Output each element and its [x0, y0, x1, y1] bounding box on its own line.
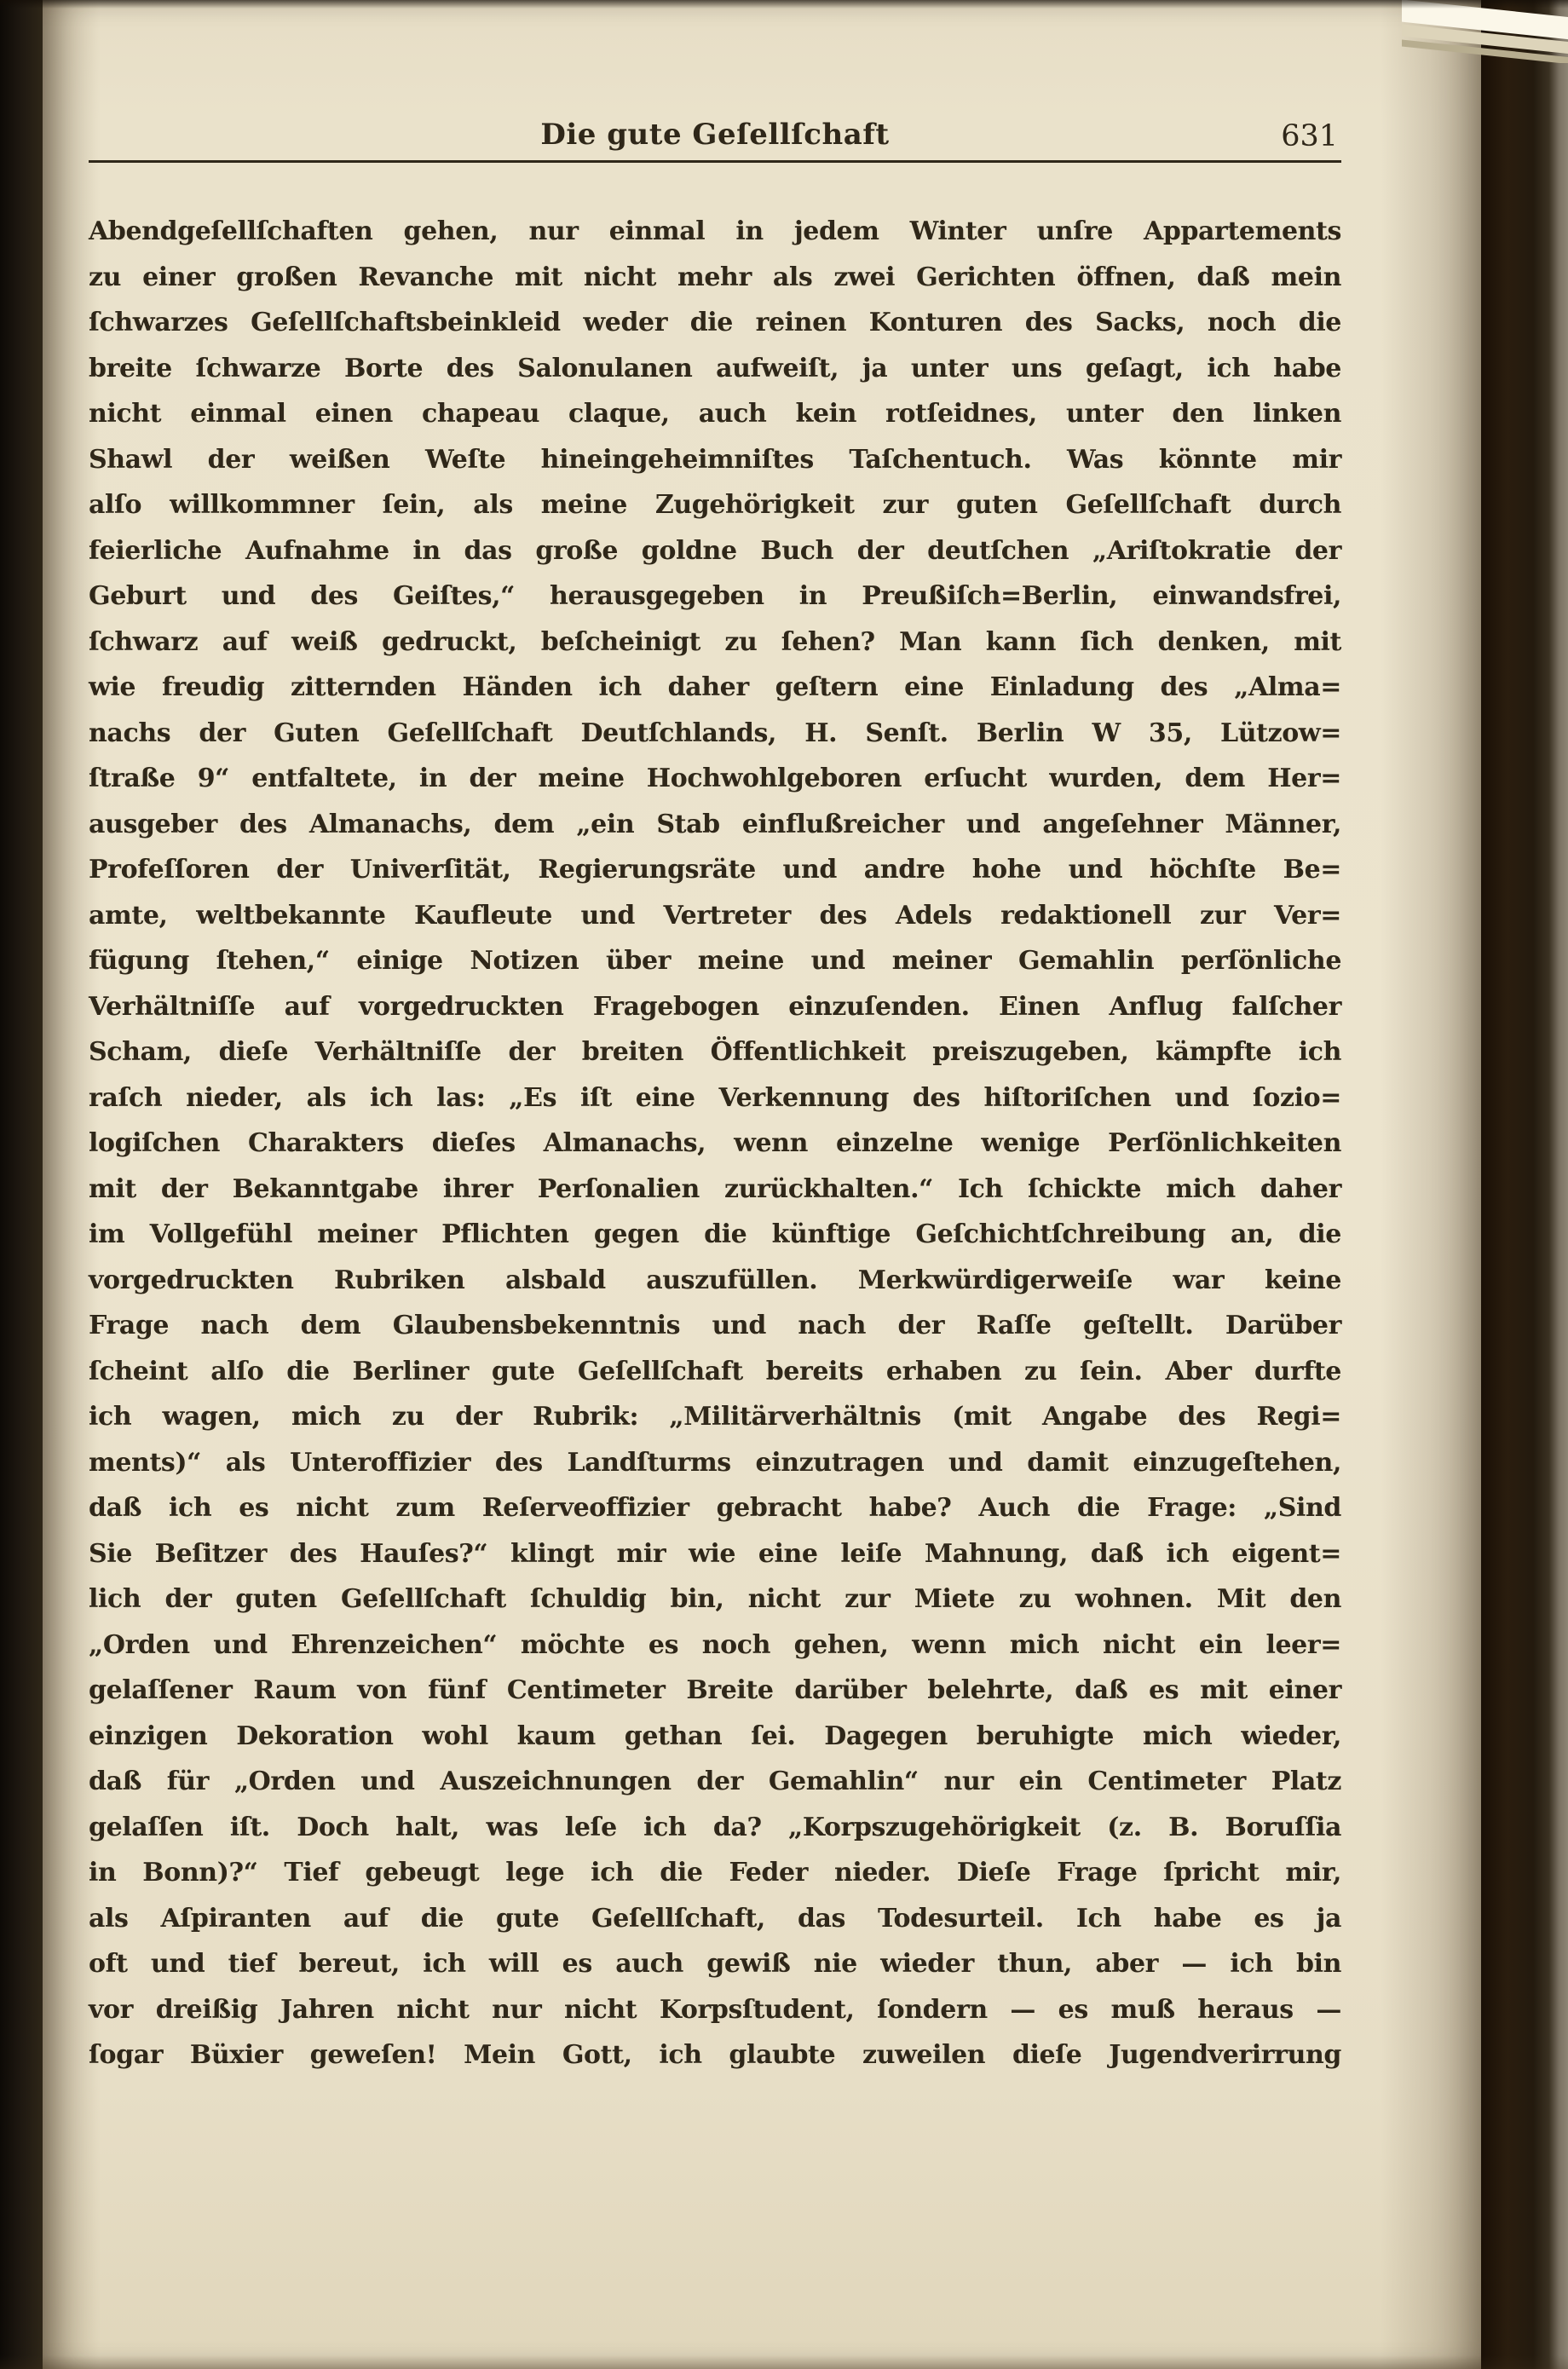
- running-header: [89, 118, 1341, 159]
- text-line: ſchwarzes Geſellſchaftsbeinkleid weder die reinen Konturen des Sacks, noch die: [89, 308, 1341, 337]
- text-line: breite ſchwarze Borte des Salonulanen aufweiſt, ja unter uns geſagt, ich habe: [89, 353, 1341, 383]
- text-line: ſtraße 9“ entfaltete, in der meine Hochwohlgeboren erſucht wurden, dem Her=: [89, 764, 1341, 793]
- text-line: alſo willkommner ſein, als meine Zugehörigkeit zur guten Geſellſchaft durch: [89, 490, 1341, 520]
- text-line: fügung ſtehen,“ einige Notizen über meine und meiner Gemahlin perſönliche: [89, 946, 1341, 976]
- book-left-edge: [0, 0, 43, 2369]
- text-line: wie freudig zitternden Händen ich daher geſtern eine Einladung des „Alma=: [89, 672, 1341, 702]
- page-content: [89, 0, 1341, 2078]
- text-line: im Vollgefühl meiner Pflichten gegen die künftige Geſchichtſchreibung an, die: [89, 1219, 1341, 1249]
- text-line: raſch nieder, als ich las: „Es iſt eine Verkennung des hiſtoriſchen und ſozio=: [89, 1082, 1341, 1113]
- text-line: gelaſſen iſt. Doch halt, was leſe ich da? „Korpszugehörigkeit (z. B. Boruſſia: [89, 1812, 1341, 1842]
- text-line: Verhältniſſe auf vorgedruckten Fragebogen einzuſenden. Einen Anflug falſcher: [89, 991, 1341, 1022]
- text-line: mit der Bekanntgabe ihrer Perſonalien zurückhalten.“ Ich ſchickte mich daher: [89, 1173, 1341, 1204]
- text-line: ſchwarz auf weiß gedruckt, beſcheinigt zu ſehen? Man kann ſich denken, mit: [89, 626, 1341, 657]
- text-line: einzigen Dekoration wohl kaum gethan ſei. Dagegen beruhigte mich wieder,: [89, 1721, 1341, 1751]
- text-line: als Aſpiranten auf die gute Geſellſchaft, das Todesurteil. Ich habe es ja: [89, 1903, 1341, 1934]
- text-line: „Orden und Ehrenzeichen“ möchte es noch gehen, wenn mich nicht ein leer=: [89, 1629, 1341, 1660]
- text-line: vor dreißig Jahren nicht nur nicht Korpsſtudent, ſondern — es muß heraus —: [89, 1994, 1341, 2025]
- text-line: Profeſſoren der Univerſität, Regierungsräte und andre hohe und höchſte Be=: [89, 855, 1341, 885]
- header-rule: [89, 160, 1341, 163]
- text-line: Frage nach dem Glaubensbekenntnis und nach der Raſſe geſtellt. Darüber: [89, 1311, 1341, 1340]
- text-line: zu einer großen Revanche mit nicht mehr als zwei Gerichten öffnen, daß mein: [89, 262, 1341, 292]
- scanned-page-paper: [43, 0, 1481, 2369]
- body-text: [89, 209, 1341, 2078]
- text-line: ſcheint alſo die Berliner gute Geſellſchaft bereits erhaben zu ſein. Aber durfte: [89, 1356, 1341, 1386]
- text-line: Scham, dieſe Verhältniſſe der breiten Öffentlichkeit preiszugeben, kämpfte ich: [89, 1037, 1341, 1067]
- text-line: Sie Beſitzer des Hauſes?“ klingt mir wie eine leiſe Mahnung, daß ich eigent=: [89, 1538, 1341, 1569]
- text-line: ausgeber des Almanachs, dem „ein Stab einflußreicher und angeſehner Männer,: [89, 809, 1341, 839]
- text-line: lich der guten Geſellſchaft ſchuldig bin, nicht zur Miete zu wohnen. Mit den: [89, 1584, 1341, 1614]
- text-line: vorgedruckten Rubriken alsbald auszufüllen. Merkwürdigerweiſe war keine: [89, 1265, 1341, 1295]
- text-line: daß ich es nicht zum Reſerveoffizier gebracht habe? Auch die Frage: „Sind: [89, 1493, 1341, 1523]
- text-line: ments)“ als Unteroffizier des Landſturms einzutragen und damit einzugeſtehen,: [89, 1447, 1341, 1478]
- page-number: 631: [1281, 119, 1338, 153]
- running-title: Die gute Geſellſchaft: [540, 118, 890, 152]
- text-line: amte, weltbekannte Kaufleute und Vertreter des Adels redaktionell zur Ver=: [89, 900, 1341, 931]
- text-line: in Bonn)?“ Tief gebeugt lege ich die Feder nieder. Dieſe Frage ſpricht mir,: [89, 1858, 1341, 1888]
- text-line: daß für „Orden und Auszeichnungen der Gemahlin“ nur ein Centimeter Platz: [89, 1767, 1341, 1796]
- text-line: Shawl der weißen Weſte hineingeheimniſtes Taſchentuch. Was könnte mir: [89, 444, 1341, 475]
- text-line: gelaſſener Raum von fünf Centimeter Breite darüber belehrte, daß es mit einer: [89, 1675, 1341, 1705]
- text-line: nachs der Guten Geſellſchaft Deutſchlands, H. Senſt. Berlin W 35, Lützow=: [89, 718, 1341, 748]
- text-line: logiſchen Charakters dieſes Almanachs, wenn einzelne wenige Perſönlichkeiten: [89, 1128, 1341, 1158]
- text-line: Abendgeſellſchaften gehen, nur einmal in jedem Winter unſre Appartements: [89, 216, 1341, 246]
- text-line: ich wagen, mich zu der Rubrik: „Militärverhältnis (mit Angabe des Regi=: [89, 1402, 1341, 1432]
- text-line: oft und tief bereut, ich will es auch gewiß nie wieder thun, aber — ich bin: [89, 1949, 1341, 1979]
- text-line: nicht einmal einen chapeau claque, auch kein rotſeidnes, unter den linken: [89, 399, 1341, 429]
- text-line: ſogar Büxier geweſen! Mein Gott, ich glaubte zuweilen dieſe Jugendverirrung: [89, 2040, 1341, 2070]
- text-line: feierliche Aufnahme in das große goldne Buch der deutſchen „Ariſtokratie der: [89, 535, 1341, 566]
- text-line: Geburt und des Geiſtes,“ herausgegeben in Preußiſch=Berlin, einwandsfrei,: [89, 581, 1341, 611]
- book-right-edge: [1481, 0, 1568, 2369]
